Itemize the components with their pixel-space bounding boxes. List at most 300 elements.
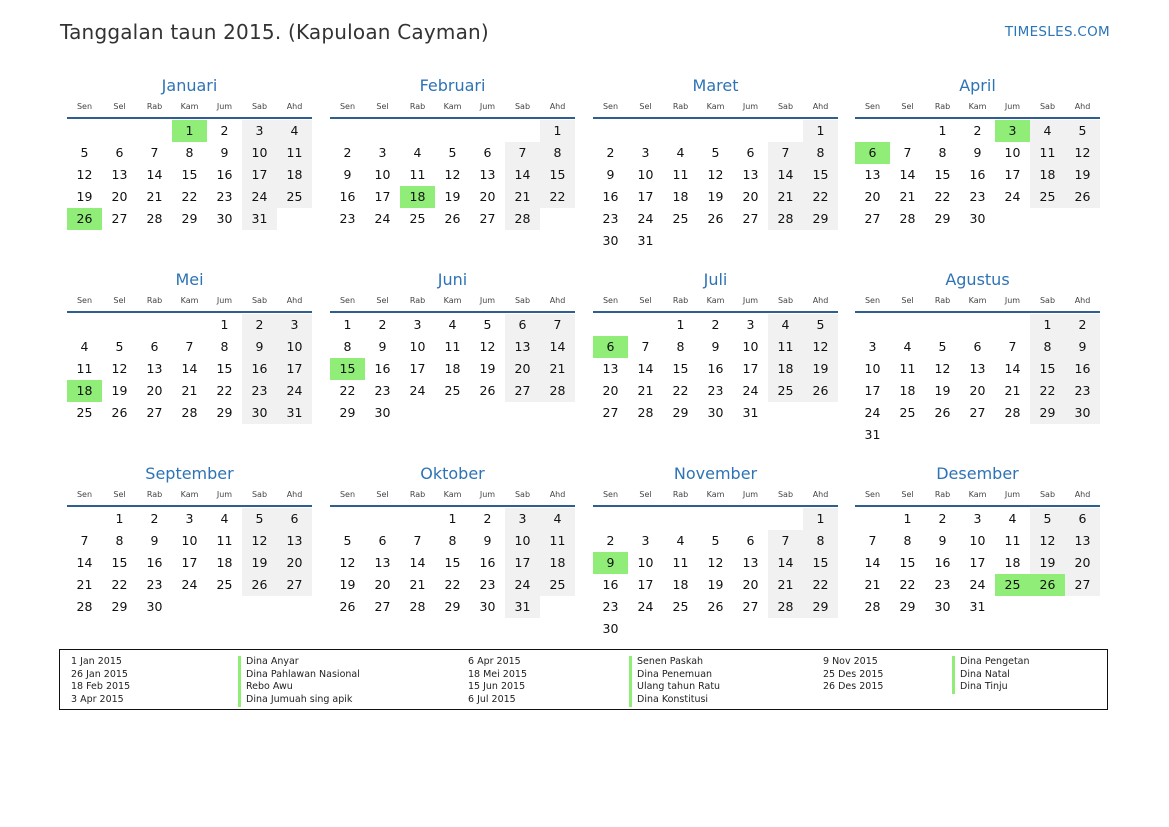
day-cell: 27 <box>277 574 312 596</box>
day-cell: 8 <box>803 142 838 164</box>
day-cell: 19 <box>707 577 724 592</box>
month-name: Juni <box>437 270 468 289</box>
weekday-header <box>330 100 575 114</box>
day-cell: 28 <box>76 599 93 614</box>
day-cell: 8 <box>903 533 912 548</box>
day-cell: 2 <box>378 317 387 332</box>
weekday-label: Ahd <box>1074 102 1091 111</box>
day-cell: 12 <box>707 167 724 182</box>
day-cell: 3 <box>868 339 877 354</box>
month-name: Juli <box>703 270 728 289</box>
day-cell: 12 <box>1030 530 1065 552</box>
empty-day-cell <box>400 402 435 424</box>
month-divider <box>330 117 575 119</box>
day-cell: 19 <box>934 383 951 398</box>
day-cell: 3 <box>746 317 755 332</box>
empty-day-cell <box>400 120 435 142</box>
month-desember <box>855 462 1100 618</box>
day-cell: 29 <box>181 211 198 226</box>
month-name: Januari <box>161 76 218 95</box>
day-cell: 11 <box>768 336 803 358</box>
day-cell: 6 <box>150 339 159 354</box>
day-cell: 14 <box>637 361 654 376</box>
month-name: Februari <box>419 76 486 95</box>
legend-holiday-name: Dina Pengetan <box>952 656 1030 669</box>
empty-day-cell <box>400 508 435 530</box>
day-cell: 20 <box>111 189 128 204</box>
day-cell: 13 <box>742 167 759 182</box>
weekday-label: Ahd <box>286 490 303 499</box>
day-cell: 23 <box>339 211 356 226</box>
day-cell: 4 <box>80 339 89 354</box>
month-september <box>67 462 312 618</box>
day-cell: 3 <box>641 533 650 548</box>
day-cell: 12 <box>242 530 277 552</box>
day-cell: 3 <box>641 145 650 160</box>
day-cell: 11 <box>216 533 233 548</box>
weekday-label: Kam <box>443 490 462 499</box>
day-cell: 15 <box>803 552 838 574</box>
weekday-label: Rab <box>409 102 426 111</box>
day-cell: 24 <box>1004 189 1021 204</box>
day-cell: 22 <box>444 577 461 592</box>
day-cell: 25 <box>76 405 93 420</box>
day-cell: 25 <box>672 599 689 614</box>
day-cell: 16 <box>602 189 619 204</box>
weekday-label: Sab <box>251 490 268 499</box>
day-cell: 31 <box>277 402 312 424</box>
day-cell: 17 <box>409 361 426 376</box>
day-cell: 21 <box>1004 383 1021 398</box>
day-cell: 1 <box>220 317 229 332</box>
weekday-label: Sen <box>76 102 93 111</box>
day-cell: 6 <box>378 533 387 548</box>
day-cell: 16 <box>934 555 951 570</box>
day-cell: 10 <box>1004 145 1021 160</box>
day-cell: 3 <box>378 145 387 160</box>
empty-day-cell <box>628 508 663 530</box>
day-cell: 18 <box>768 358 803 380</box>
empty-day-cell <box>698 618 733 640</box>
day-cell: 12 <box>803 336 838 358</box>
day-cell: 21 <box>768 574 803 596</box>
weekday-label: Rab <box>146 296 163 305</box>
empty-day-cell <box>890 120 925 142</box>
day-cell: 4 <box>1030 120 1065 142</box>
day-cell: 2 <box>606 145 615 160</box>
day-cell: 2 <box>938 511 947 526</box>
weekday-label: Sen <box>864 102 881 111</box>
day-cell: 29 <box>339 405 356 420</box>
day-cell: 8 <box>540 142 575 164</box>
empty-day-cell <box>1030 424 1065 446</box>
day-cell: 21 <box>505 186 540 208</box>
day-cell: 27 <box>111 211 128 226</box>
day-cell: 5 <box>448 145 457 160</box>
weekday-label: Rab <box>409 296 426 305</box>
day-cell: 17 <box>742 361 759 376</box>
day-cell: 17 <box>864 383 881 398</box>
day-cell: 7 <box>1008 339 1017 354</box>
day-cell: 13 <box>505 336 540 358</box>
day-cell: 20 <box>146 383 163 398</box>
day-cell: 6 <box>483 145 492 160</box>
day-cell: 1 <box>676 317 685 332</box>
day-cell: 17 <box>969 555 986 570</box>
day-cell: 25 <box>540 574 575 596</box>
weekday-label: Rab <box>672 102 689 111</box>
day-cell: 25 <box>672 211 689 226</box>
day-cell: 14 <box>768 552 803 574</box>
day-cell: 28 <box>146 211 163 226</box>
day-cell: 2 <box>973 123 982 138</box>
month-oktober <box>330 462 575 618</box>
day-cell: 20 <box>969 383 986 398</box>
day-cell: 21 <box>540 358 575 380</box>
day-cell: 1 <box>448 511 457 526</box>
day-cell: 14 <box>146 167 163 182</box>
day-grid <box>855 314 1100 446</box>
legend-holiday-name: Dina Pahlawan Nasional <box>238 669 360 682</box>
day-cell: 2 <box>242 314 277 336</box>
day-cell: 21 <box>146 189 163 204</box>
legend-date: 6 Jul 2015 <box>468 694 516 706</box>
day-cell: 5 <box>115 339 124 354</box>
day-cell: 7 <box>868 533 877 548</box>
empty-day-cell <box>593 508 628 530</box>
empty-day-cell <box>102 120 137 142</box>
day-cell: 11 <box>672 167 689 182</box>
day-cell: 15 <box>803 164 838 186</box>
weekday-label: Rab <box>146 102 163 111</box>
day-cell: 25 <box>216 577 233 592</box>
empty-day-cell <box>995 314 1030 336</box>
weekday-label: Jum <box>479 296 496 305</box>
empty-day-cell <box>330 120 365 142</box>
day-cell: 19 <box>707 189 724 204</box>
weekday-label: Sen <box>339 296 356 305</box>
weekday-label: Sen <box>602 102 619 111</box>
empty-day-cell <box>768 120 803 142</box>
empty-day-cell <box>470 402 505 424</box>
empty-day-cell <box>698 230 733 252</box>
day-cell: 5 <box>711 145 720 160</box>
day-cell: 23 <box>707 383 724 398</box>
legend-holiday-name: Dina Anyar <box>238 656 360 669</box>
day-cell: 22 <box>899 577 916 592</box>
day-cell: 20 <box>277 552 312 574</box>
empty-day-cell <box>733 618 768 640</box>
holiday-day-cell: 3 <box>995 120 1030 142</box>
empty-day-cell <box>628 120 663 142</box>
day-cell: 26 <box>707 211 724 226</box>
weekday-label: Kam <box>706 490 725 499</box>
holiday-day-cell: 26 <box>1030 574 1065 596</box>
day-grid <box>855 508 1100 618</box>
weekday-label: Sel <box>901 490 914 499</box>
day-cell: 24 <box>181 577 198 592</box>
empty-day-cell <box>925 314 960 336</box>
day-cell: 6 <box>746 533 755 548</box>
legend-holiday-name: Dina Natal <box>952 669 1030 682</box>
day-cell: 12 <box>444 167 461 182</box>
day-cell: 12 <box>111 361 128 376</box>
month-divider <box>855 311 1100 313</box>
day-cell: 9 <box>150 533 159 548</box>
month-name: Maret <box>692 76 739 95</box>
day-cell: 24 <box>242 186 277 208</box>
empty-day-cell <box>593 120 628 142</box>
weekday-label: Jum <box>1004 296 1021 305</box>
day-cell: 8 <box>343 339 352 354</box>
day-cell: 30 <box>602 233 619 248</box>
day-cell: 27 <box>742 211 759 226</box>
legend-dates-col-2 <box>468 656 527 707</box>
empty-day-cell <box>172 596 207 618</box>
weekday-label: Sab <box>514 102 531 111</box>
day-cell: 24 <box>277 380 312 402</box>
day-cell: 8 <box>448 533 457 548</box>
day-cell: 23 <box>602 211 619 226</box>
day-cell: 11 <box>899 361 916 376</box>
empty-day-cell <box>768 618 803 640</box>
day-cell: 14 <box>768 164 803 186</box>
empty-day-cell <box>890 424 925 446</box>
day-cell: 23 <box>216 189 233 204</box>
empty-day-cell <box>505 402 540 424</box>
day-cell: 18 <box>672 189 689 204</box>
day-cell: 6 <box>746 145 755 160</box>
day-cell: 24 <box>637 599 654 614</box>
month-januari <box>67 74 312 230</box>
weekday-label: Sen <box>76 490 93 499</box>
month-name: Mei <box>175 270 204 289</box>
day-cell: 29 <box>803 596 838 618</box>
day-cell: 30 <box>969 211 986 226</box>
weekday-label: Sab <box>251 296 268 305</box>
day-cell: 6 <box>277 508 312 530</box>
day-cell: 9 <box>483 533 492 548</box>
month-april <box>855 74 1100 230</box>
empty-day-cell <box>1065 424 1100 446</box>
empty-day-cell <box>102 314 137 336</box>
day-cell: 10 <box>242 142 277 164</box>
weekday-label: Jum <box>479 102 496 111</box>
day-cell: 5 <box>711 533 720 548</box>
day-cell: 19 <box>339 577 356 592</box>
month-name: Agustus <box>945 270 1010 289</box>
day-cell: 26 <box>111 405 128 420</box>
day-cell: 14 <box>181 361 198 376</box>
day-cell: 7 <box>768 142 803 164</box>
empty-day-cell <box>628 314 663 336</box>
day-cell: 15 <box>540 164 575 186</box>
day-cell: 30 <box>479 599 496 614</box>
day-cell: 17 <box>637 577 654 592</box>
month-juli <box>593 268 838 424</box>
day-cell: 14 <box>540 336 575 358</box>
month-name: Oktober <box>420 464 485 483</box>
day-cell: 7 <box>505 142 540 164</box>
day-cell: 27 <box>864 211 881 226</box>
day-cell: 29 <box>803 208 838 230</box>
weekday-label: Sen <box>602 490 619 499</box>
day-cell: 27 <box>146 405 163 420</box>
day-cell: 14 <box>76 555 93 570</box>
empty-day-cell <box>768 402 803 424</box>
day-cell: 28 <box>409 599 426 614</box>
month-divider <box>855 505 1100 507</box>
empty-day-cell <box>277 208 312 230</box>
day-cell: 22 <box>111 577 128 592</box>
weekday-label: Jum <box>742 490 759 499</box>
empty-day-cell <box>960 424 995 446</box>
day-cell: 1 <box>803 120 838 142</box>
day-cell: 16 <box>602 577 619 592</box>
weekday-label: Rab <box>672 296 689 305</box>
day-cell: 28 <box>181 405 198 420</box>
empty-day-cell <box>540 208 575 230</box>
day-cell: 27 <box>602 405 619 420</box>
day-cell: 18 <box>444 361 461 376</box>
legend-date: 26 Jan 2015 <box>71 668 128 680</box>
day-cell: 6 <box>505 314 540 336</box>
empty-day-cell <box>137 314 172 336</box>
day-cell: 10 <box>742 339 759 354</box>
weekday-label: Rab <box>934 102 951 111</box>
day-cell: 15 <box>444 555 461 570</box>
day-cell: 20 <box>864 189 881 204</box>
day-cell: 26 <box>444 211 461 226</box>
day-cell: 4 <box>540 508 575 530</box>
day-cell: 9 <box>938 533 947 548</box>
empty-day-cell <box>67 314 102 336</box>
day-cell: 25 <box>444 383 461 398</box>
weekday-label: Sel <box>113 296 126 305</box>
day-cell: 22 <box>1030 380 1065 402</box>
weekday-label: Jum <box>1004 490 1021 499</box>
empty-day-cell <box>137 120 172 142</box>
day-cell: 31 <box>242 208 277 230</box>
day-cell: 15 <box>1030 358 1065 380</box>
day-cell: 2 <box>606 533 615 548</box>
day-cell: 11 <box>540 530 575 552</box>
weekday-label: Kam <box>443 102 462 111</box>
holiday-day-cell: 25 <box>995 574 1030 596</box>
day-cell: 31 <box>969 599 986 614</box>
day-cell: 8 <box>115 533 124 548</box>
weekday-label: Sel <box>639 490 652 499</box>
day-cell: 11 <box>277 142 312 164</box>
empty-day-cell <box>207 596 242 618</box>
empty-day-cell <box>242 596 277 618</box>
day-cell: 7 <box>413 533 422 548</box>
day-cell: 16 <box>339 189 356 204</box>
day-cell: 18 <box>1030 164 1065 186</box>
day-cell: 19 <box>803 358 838 380</box>
day-cell: 5 <box>938 339 947 354</box>
day-cell: 1 <box>540 120 575 142</box>
day-cell: 7 <box>540 314 575 336</box>
holiday-day-cell: 15 <box>330 358 365 380</box>
day-cell: 20 <box>742 577 759 592</box>
day-cell: 5 <box>242 508 277 530</box>
day-grid <box>67 120 312 230</box>
empty-day-cell <box>995 208 1030 230</box>
day-cell: 19 <box>111 383 128 398</box>
empty-day-cell <box>67 508 102 530</box>
day-grid <box>330 314 575 424</box>
empty-day-cell <box>855 314 890 336</box>
day-cell: 13 <box>374 555 391 570</box>
day-cell: 9 <box>343 167 352 182</box>
weekday-label: Jum <box>216 296 233 305</box>
day-cell: 7 <box>641 339 650 354</box>
day-cell: 22 <box>803 186 838 208</box>
day-grid <box>593 120 838 252</box>
empty-day-cell <box>803 402 838 424</box>
day-cell: 12 <box>707 555 724 570</box>
day-cell: 22 <box>803 574 838 596</box>
day-cell: 5 <box>1065 120 1100 142</box>
day-cell: 19 <box>1065 164 1100 186</box>
day-cell: 2 <box>711 317 720 332</box>
day-cell: 30 <box>216 211 233 226</box>
weekday-label: Sel <box>901 296 914 305</box>
legend-date: 18 Feb 2015 <box>71 681 131 693</box>
day-cell: 17 <box>505 552 540 574</box>
empty-day-cell <box>698 508 733 530</box>
day-cell: 15 <box>181 167 198 182</box>
day-cell: 22 <box>540 186 575 208</box>
day-cell: 27 <box>505 380 540 402</box>
empty-day-cell <box>628 618 663 640</box>
day-cell: 30 <box>602 621 619 636</box>
day-cell: 9 <box>606 167 615 182</box>
day-cell: 10 <box>969 533 986 548</box>
empty-day-cell <box>855 508 890 530</box>
holiday-day-cell: 1 <box>172 120 207 142</box>
month-februari <box>330 74 575 230</box>
weekday-header <box>330 294 575 308</box>
day-cell: 28 <box>505 208 540 230</box>
empty-day-cell <box>855 120 890 142</box>
weekday-label: Ahd <box>549 296 566 305</box>
empty-day-cell <box>277 596 312 618</box>
site-link[interactable]: TIMESLES.COM <box>1004 24 1110 40</box>
day-cell: 18 <box>672 577 689 592</box>
day-cell: 27 <box>479 211 496 226</box>
weekday-label: Kam <box>968 296 987 305</box>
month-divider <box>855 117 1100 119</box>
day-cell: 1 <box>803 508 838 530</box>
day-cell: 23 <box>146 577 163 592</box>
empty-day-cell <box>365 120 400 142</box>
day-cell: 17 <box>1004 167 1021 182</box>
day-cell: 30 <box>146 599 163 614</box>
day-cell: 21 <box>409 577 426 592</box>
day-grid <box>67 508 312 618</box>
day-cell: 7 <box>80 533 89 548</box>
day-cell: 1 <box>343 317 352 332</box>
month-divider <box>593 311 838 313</box>
day-cell: 19 <box>242 552 277 574</box>
day-cell: 26 <box>1065 186 1100 208</box>
day-cell: 23 <box>969 189 986 204</box>
day-cell: 11 <box>1004 533 1021 548</box>
day-cell: 31 <box>742 405 759 420</box>
empty-day-cell <box>470 120 505 142</box>
